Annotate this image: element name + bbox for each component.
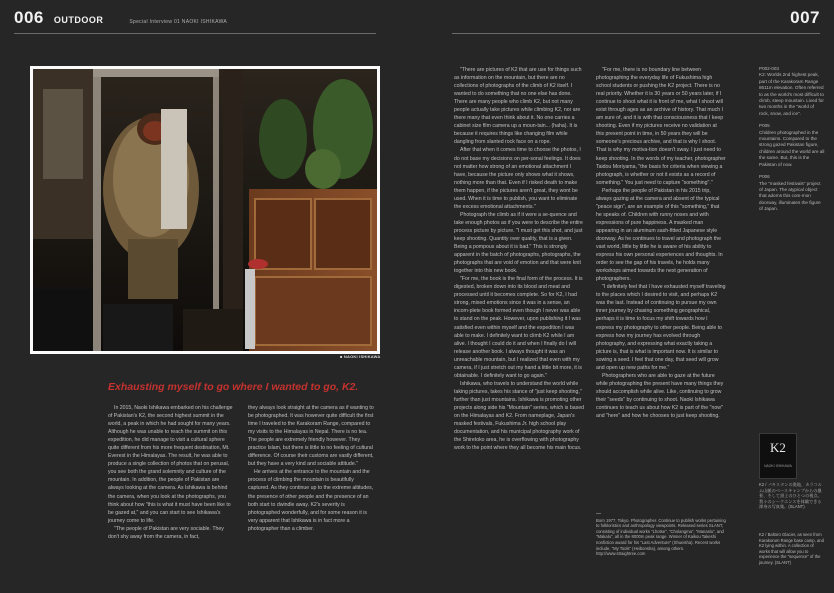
main-photo <box>30 66 380 354</box>
book-caption-en: K2 / Baltoro Glacier, as seen from Karakorum Range base camp, and K2 lying within. A collection of works that will allow you to experience the "sequence" of the journey. (SLANT) <box>759 532 824 565</box>
paragraph: Perhaps the people of Pakistan in his 2015 trip, always gazing at the camera and absent of the typical "peace sign", are an example of this "something," that he speaks of. Children with runny noses and with expressions of pure happiness. A masked man appearing in an aluminum sash-fitted Japanese style doorway. As he continues to travel and photograph the vast world, little by little he is aware of his ability to express his own personal experiences and thoughts. In order to see the gap of his travels, he holds many workshops aimed towards the next generation of photographers. <box>596 187 723 283</box>
author-bio <box>596 512 726 557</box>
body-column-1 <box>108 404 236 541</box>
book-title: K2 <box>770 440 786 455</box>
paragraph: In 2015, Naoki Ishikawa embarked on his challenge of Pakistan's K2, the second highest summit in the world, a peak in which he had sought for many years. Although he was unable to reach the summit on this expedition, he did manage to visit a cultural sphere quite different from his more frequent destination, Mt. Everest in the Himalayas. The result, he was able to produce a single collection of photos that on perusal, you see both the grand solemnity and culture of the mountain. In addition, the people of Pakistan are always looking at the camera. As Ishikawa is behind the camera, when you look at the photographs, you think about how "this is what it must have been like to be gazed at," and you can start to see Ishikawa's journey come to life. <box>108 405 233 524</box>
caption-label: P006 <box>759 174 770 180</box>
caption-label: P005 <box>759 123 770 129</box>
caption-item <box>759 123 825 168</box>
paragraph: "There are pictures of K2 that are use for things such as information on the mountain, but there are no collections of photographs of the climb of K2 itself. I wanted to do something that no one else has done. There are many people who climb K2, but not many people actually take pictures while climbing K2, nor are there many that even think about it. No one carries a cabinet size film camera up a moun-tain... (haha). It is because it requires things like changing film while dangling from slanted rock face on a rope. <box>454 67 582 146</box>
body-column-2 <box>248 404 376 533</box>
paragraph: "For me, the book is the final form of the process. It is digested, broken down into its blood and meat and processed until it becomes complete. So for K2, I had strong, mixed emotions since it was in a sense, an incom-plete book formed even though I never was able to stand on the peak. However, upon publishing it I was satisfied even within myself and the expedition I was able to make. I definitely want to climb K2 while I am alive. I thought I could do it and when I finally do I will release another book. I always thought it was an unreachable mountain, but I realized that even with my camera, if I just stretch out my hand a little bit more, it is obtainable. I definitely want to go again." <box>454 276 583 379</box>
right-page-number: 007 <box>790 8 820 27</box>
book-subtitle: NAOKI ISHIKAWA <box>764 464 792 468</box>
bio-text: Born 1977, Tokyo. Photographer. Continue to publish works pertaining to folkloristics and anthropology viewpoints. Released series SLANT, consisting of individual works "Lhotse", "Cholangma", "Manaslu", and "Makalu", all in the 8000m peak range. Winner of Kaikou Takeshi nonfiction award for his "Last Adventure" (Shueisha). Recent works include, "My Tools" (Heibonsha), among others. <box>596 517 726 551</box>
paragraph: Photographers who are able to gaze at the future while photographing the present have many things they should accomplish while alive. Like, continuing to grow their "seeds" by continuing to shoot. Naoki Ishikawa continues to teach us about how K2 is part of the "now" and "here" and how he chooses to just keep shooting. <box>596 372 724 420</box>
paragraph: After that when it comes time to choose the photos, I do not base my decisions on per-sonal feelings. It does not matter how strong of an emotional attachment I have, because the picture only shows what it shows, nothing more than that. Even if I risked death to make them happen, if the pictures aren't great, they wont be used. When it is time to publish, you want to eliminate the excess emotional attachments." <box>454 147 581 210</box>
paragraph: "I definitely feel that I have exhausted myself traveling to the places which I desired to visit, and perhaps K2 was the last. Instead of continuing to pursue my own inner journey by chasing something geographical, perhaps it is time to focus my shift towards how I express my photography to other people. Being able to express how my journey has evolved through photography, and expressing what exactly taking a picture is, that is what is important now. It is similar to sowing a seed. I feel that one day, that seed will grow and open up new paths for me." <box>596 284 726 371</box>
book-caption-jp: K2 / パキスタンの奥地、カラコルム山脈のベースキャンプからの風景、そして頂上のひとつの視点。我々のシークエンスを体験できる渾身の写真集。(SLANT) <box>759 482 822 510</box>
header-rule-left <box>14 33 376 34</box>
interview-label: Special Interview 01 NAOKI ISHIKAWA <box>129 19 228 25</box>
header-rule-right <box>452 33 820 34</box>
article-headline: Exhausting myself to go where I wanted to go, K2. <box>108 381 359 393</box>
body-column-3 <box>454 66 584 452</box>
book-cover <box>759 433 797 479</box>
paragraph: Photograph the climb as if it were a se-quence and take enough photos as if you were to describe the entire process picture by picture. "I must get this shot, and just keep shooting. Quantity over quality, that is a given. Being a pompous about it is bad." This is strongly apparent in the batch of photographs, photographs, the photographs that are void of emotion and that were knit together into this new book. <box>454 211 583 275</box>
caption-label: P002-003 <box>759 66 779 71</box>
body-column-4 <box>596 66 726 420</box>
caption-text: Children photographed in the mountains. Compared to the strong gazed Pakistan figure, children around the world are all the same. But, this is the Pakistan of now. <box>759 129 825 167</box>
photo-captions <box>759 66 825 219</box>
photo-image <box>33 69 377 351</box>
paragraph: they always look straight at the camera as if wanting to be photographed. It was however quite difficult the first time I traveled to the Karakoram Range, compared to my visits to the Himalayas in Nepal. There is no tea. The people are extremely friendly however. They practice Islam, but there is little to no feeling of cultural difference. Of course their customs are vastly different, but they have a very kind and sociable attitude." <box>248 405 374 468</box>
caption-text: K2: Worlds 2nd highest peak, part of the Karakoram Range 8611m elevation. Often referred to as the world's most difficult to climb, steep mountain. Lived for two months in the "world of rock, snow, and ice". <box>759 72 824 116</box>
bio-url[interactable]: http://www.straightree.com <box>596 551 646 557</box>
bio-dash: — <box>596 511 601 517</box>
photo-credit: ■ NAOKI ISHIKAWA <box>340 354 381 359</box>
paragraph: "For me, there is no boundary line between photographing the everyday life of Fukushima high school students or pushing the K2 project. There is no real priority. Whether it is 30 years or 50 years later, if I continue to shoot what it is front of me, what I shoot will exist through ages as an archive of history. That much I am sure of, and it is with that consciousness that I keep shooting. Even if my pictures receive no validation at this present point in time, in 50 years they will be someone's precious archive, and that is why I shoot. That is why my motiva-tion doesn't sway. I just need to keep shooting. In the words of my teacher, photographer Taidou Moriyama, "the basis for criteria when viewing a photograph, is whether or not it exists as a record of something." You just need to capture "something"." <box>596 67 726 186</box>
paragraph: He arrives at the entrance to the mountain and the process of climbing the mountain is beautifully captured. As they continue up to the extreme altitudes, the presence of other people and the presence of an both start to dwindle away. K2's severity is photographed wonderfully, and for some reason it is very apparent that Ishikawa is in fact more a photographer than a climber. <box>248 469 374 532</box>
paragraph: "The people of Pakistan are very sociable. They don't shy away from the camera, in fact, <box>108 525 224 540</box>
caption-item <box>759 66 825 117</box>
caption-text: The "masked festivals" project of Japan. The atypical object that adorns this com-mon doorway, illuminates the figure of Japan. <box>759 180 821 212</box>
caption-item <box>759 174 825 212</box>
paragraph: Ishikawa, who travels to understand the world while taking pictures, takes his stance of "just keep shooting," further than just mountains. Ishikawa is promoting other projects along side his "Mountain" series, which is based on the Himalayas and K2. From nameplage, Japan's masked festivals, Fukushima Jr. high school play documentation, and his municipal photography work of the Shiretoko area, he is overflowing with photography work to the point where they all become his main focus. <box>454 380 584 452</box>
header-right <box>790 8 820 28</box>
section-title: OUTDOOR <box>53 15 104 25</box>
left-page-number: 006 <box>14 8 44 27</box>
header-left <box>14 8 227 32</box>
photo-illustration <box>33 69 377 351</box>
